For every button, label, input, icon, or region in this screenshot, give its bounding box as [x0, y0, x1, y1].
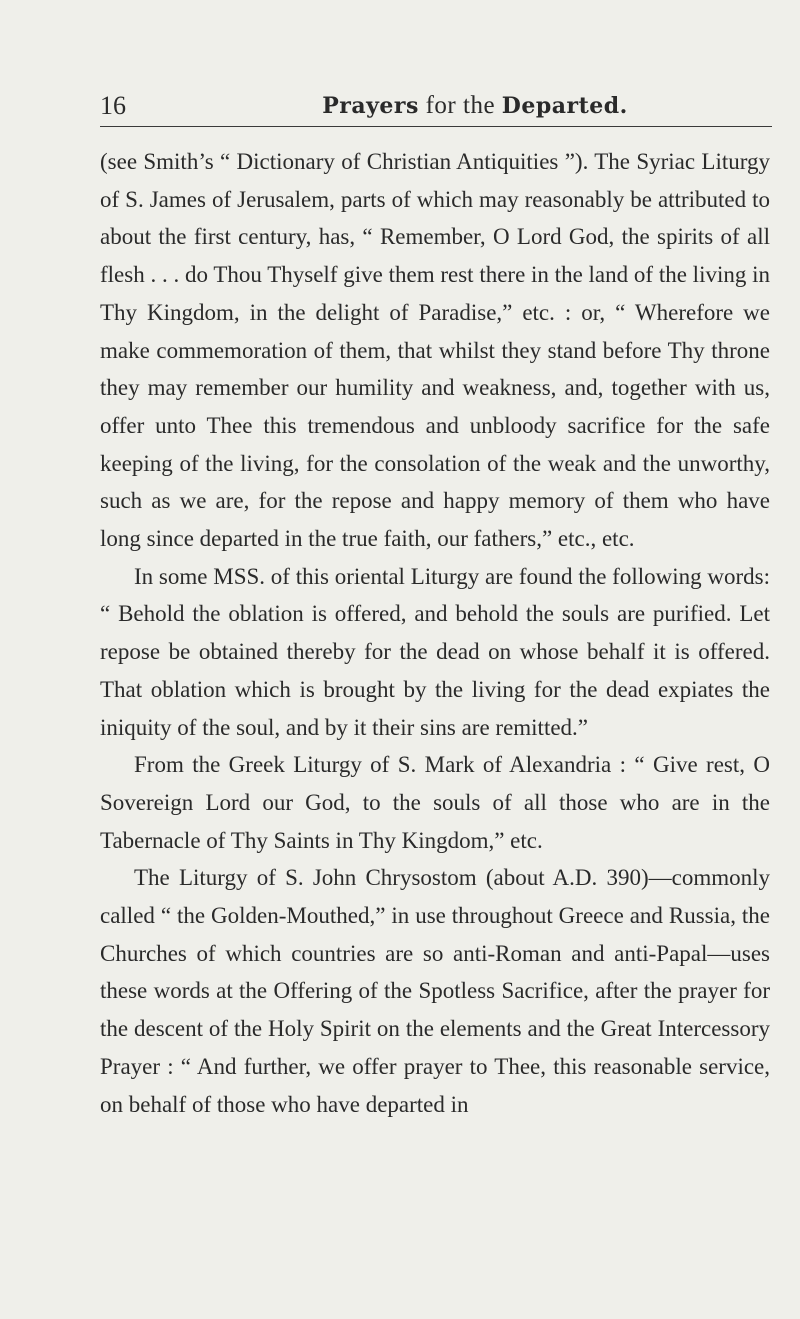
running-head-departed: Departed. — [501, 93, 628, 119]
paragraph-syriac-liturgy: (see Smith’s “ Dictionary of Christian Antiquities ”). The Syriac Liturgy of S. James of Jerusalem, parts of which may reasonably be attributed to about the first century, has, “ Remember, O Lord God, the spirits of all flesh . . . do Thou Thyself give them rest there in the land of the living in Thy Kingdom, in the delight of Paradise,” etc. : or, “ Wherefore we make commemoration of them, that whilst they stand before Thy throne they may remember our humility and weakness, and, together with us, offer unto Thee this tremendous and unbloody sacrifice for the safe keeping of the living, for the consolation of the weak and the unworthy, such as we are, for the repose and happy memory of them who have long since departed in the true faith, our fathers,” etc., etc. — [100, 149, 770, 552]
paragraph-oriental-mss: In some MSS. of this oriental Liturgy are found the following words: “ Behold the oblation is offered, and behold the souls are purified. Let repose be obtained thereby for the dead on whose behalf it is offered. That oblation which is brought by the living for the dead expiates the iniquity of the soul, and by it their sins are remitted.” — [100, 563, 770, 740]
paragraph-chrysostom: The Liturgy of S. John Chrysostom (about A.D. 390)—commonly called “ the Golden-Mouthed,” in use throughout Greece and Russia, the Churches of which countries are so anti-Roman and anti-Papal—uses these words at the Offering of the Spotless Sacrifice, after the prayer for the descent of the Holy Spirit on the elements and the Great Intercessory Prayer : “ And further, we offer prayer to Thee, this reasonable service, on behalf of those who have departed in — [100, 865, 770, 1117]
running-head — [250, 86, 700, 126]
running-head-prayers: Prayers — [322, 93, 419, 119]
paragraph-greek-liturgy: From the Greek Liturgy of S. Mark of Alexandria : “ Give rest, O Sovereign Lord our God, to the souls of all those who are in the Tabernacle of Thy Saints in Thy Kingdom,” etc. — [100, 752, 770, 853]
page-number: 16 — [100, 91, 126, 120]
page-header — [100, 86, 772, 126]
header-rule — [100, 126, 772, 127]
body-text — [100, 143, 770, 1123]
running-head-for-the: for the — [425, 92, 496, 119]
